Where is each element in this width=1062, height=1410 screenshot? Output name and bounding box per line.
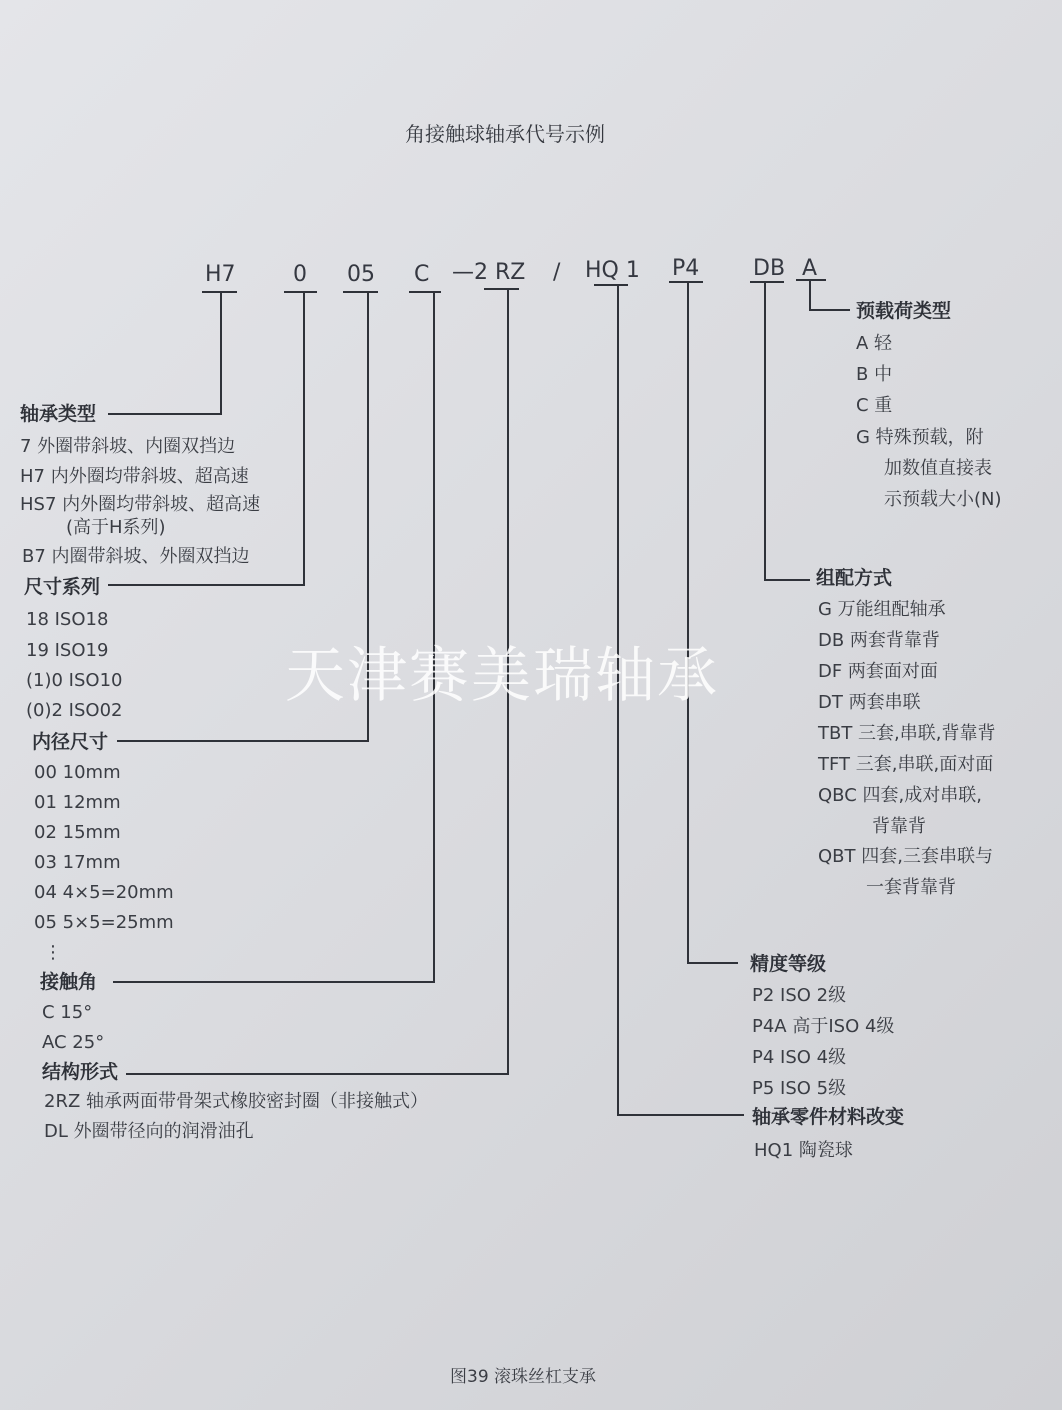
- arrangement-item: QBT 四套,三套串联与: [818, 846, 993, 867]
- arrangement-heading: 组配方式: [816, 567, 893, 589]
- code-slash: /: [553, 260, 561, 285]
- size-series-item: 19 ISO19: [26, 640, 109, 661]
- size-series-item: (0)2 ISO02: [26, 700, 123, 721]
- code-0: 0: [293, 262, 307, 287]
- bore-item: 01 12mm: [34, 792, 121, 813]
- size-series-heading: 尺寸系列: [24, 576, 101, 598]
- code-h7: H7: [205, 262, 236, 287]
- precision-item: P4 ISO 4级: [752, 1047, 847, 1068]
- precision-item: P4A 高于ISO 4级: [752, 1016, 895, 1037]
- bore-item: 00 10mm: [34, 762, 121, 783]
- bearing-type-item: HS7 内外圈均带斜坡、超高速: [20, 494, 261, 515]
- code-hq1: HQ 1: [585, 258, 640, 283]
- diagram-title: 角接触球轴承代号示例: [405, 122, 605, 146]
- bore-item: 02 15mm: [34, 822, 121, 843]
- preload-heading: 预载荷类型: [856, 300, 952, 322]
- bearing-type-heading: 轴承类型: [20, 403, 97, 425]
- arrangement-item: DB 两套背靠背: [818, 630, 940, 651]
- bearing-type-item: 7 外圈带斜坡、内圈双挡边: [20, 436, 236, 457]
- arrangement-item: G 万能组配轴承: [818, 599, 946, 620]
- figure-caption: 图39 滚珠丝杠支承: [450, 1367, 597, 1387]
- material-item: HQ1 陶瓷球: [754, 1140, 853, 1161]
- preload-item: B 中: [856, 364, 893, 385]
- arrangement-item: TBT 三套,串联,背靠背: [818, 723, 996, 744]
- arrangement-item: DT 两套串联: [818, 692, 921, 713]
- bearing-type-item: B7 内圈带斜坡、外圈双挡边: [22, 546, 250, 567]
- arrangement-item: TFT 三套,串联,面对面: [818, 754, 994, 775]
- bore-item: 04 4×5=20mm: [34, 882, 174, 903]
- preload-item: C 重: [856, 395, 893, 416]
- precision-heading: 精度等级: [750, 953, 827, 975]
- structure-heading: 结构形式: [42, 1061, 119, 1083]
- bearing-type-item: (高于H系列): [66, 517, 166, 538]
- precision-item: P2 ISO 2级: [752, 985, 847, 1006]
- bore-item: 03 17mm: [34, 852, 121, 873]
- contact-item: AC 25°: [42, 1032, 105, 1053]
- code-05: 05: [347, 262, 375, 287]
- material-heading: 轴承零件材料改变: [752, 1106, 905, 1128]
- structure-item: DL 外圈带径向的润滑油孔: [44, 1121, 254, 1142]
- bearing-type-item: H7 内外圈均带斜坡、超高速: [20, 466, 249, 487]
- preload-item: 示预载大小(N): [884, 489, 1002, 510]
- arrangement-item: 一套背靠背: [866, 877, 956, 898]
- arrangement-item: DF 两套面对面: [818, 661, 938, 682]
- contact-item: C 15°: [42, 1002, 93, 1023]
- size-series-item: 18 ISO18: [26, 609, 109, 630]
- arrangement-item: QBC 四套,成对串联,: [818, 785, 982, 806]
- bore-heading: 内径尺寸: [32, 731, 109, 753]
- bore-ellipsis: ⋮: [44, 942, 62, 963]
- size-series-item: (1)0 ISO10: [26, 670, 123, 691]
- contact-heading: 接触角: [40, 971, 98, 993]
- preload-item: A 轻: [856, 333, 893, 354]
- structure-item: 2RZ 轴承两面带骨架式橡胶密封圈（非接触式）: [44, 1091, 429, 1112]
- watermark-text: 天津赛美瑞轴承: [285, 641, 719, 711]
- code-a: A: [802, 256, 818, 281]
- code-p4: P4: [672, 256, 700, 281]
- code-2rz: —2 RZ: [452, 260, 526, 285]
- bore-item: 05 5×5=25mm: [34, 912, 174, 933]
- arrangement-item: 背靠背: [872, 816, 926, 837]
- preload-item: G 特殊预载，附: [856, 427, 984, 448]
- preload-item: 加数值直接表: [884, 458, 992, 479]
- precision-item: P5 ISO 5级: [752, 1078, 847, 1099]
- code-c: C: [414, 262, 430, 287]
- code-db: DB: [753, 256, 786, 281]
